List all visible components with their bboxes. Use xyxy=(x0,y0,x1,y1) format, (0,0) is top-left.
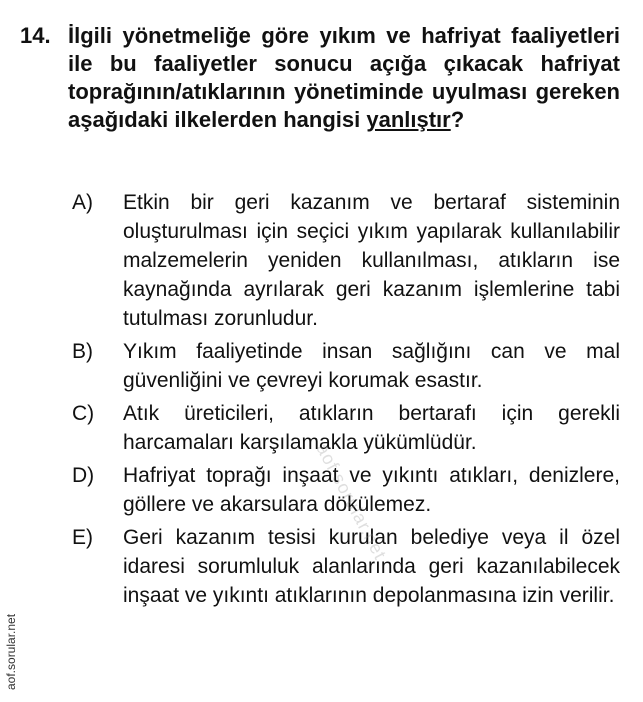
question-emphasis: yanlıştır xyxy=(366,107,451,132)
diagonal-watermark: aof.sorular.net xyxy=(312,440,391,564)
question-text-main: İlgili yönetmeliğe göre yıkım ve hafriyat faaliyetleri ile bu faaliyetler sonucu açığa çıkacak hafriyat toprağının/atıklarının yönetiminde uyulması gereken aşağıdaki ilkelerden hangisi xyxy=(68,23,620,132)
option-b[interactable] xyxy=(72,337,620,395)
option-e[interactable] xyxy=(72,523,620,610)
option-text: Hafriyat toprağı inşaat ve yıkıntı atıkları, denizlere, göllere ve akarsulara dökülemez. xyxy=(123,464,620,516)
option-text: Geri kazanım tesisi kurulan belediye veya il özel idaresi sorumluluk alanlarında geri kazanılabilecek inşaat ve yıkıntı atıklarının depolanmasına izin verilir. xyxy=(123,526,620,607)
option-c[interactable] xyxy=(72,399,620,457)
option-text: Yıkım faaliyetinde insan sağlığını can ve mal güvenliğini ve çevreyi korumak esastır. xyxy=(123,340,620,392)
option-letter: A) xyxy=(72,191,93,214)
question-number: 14. xyxy=(20,23,51,48)
option-text: Etkin bir geri kazanım ve bertaraf sisteminin oluşturulması için seçici yıkım yapılarak kullanılabilir malzemelerin yeniden kullanılması, atıkların ise kaynağında ayrılarak geri kazanım işlemlerine tabi tutulması zorunludur. xyxy=(123,191,620,330)
option-letter: D) xyxy=(72,464,95,487)
option-letter: B) xyxy=(72,340,93,363)
option-letter: E) xyxy=(72,526,93,549)
option-a[interactable] xyxy=(72,188,620,333)
question-text-end: ? xyxy=(450,107,465,132)
option-text: Atık üreticileri, atıkların bertarafı için gerekli harcamaları karşılamakla yükümlüdür. xyxy=(123,402,620,454)
answer-options xyxy=(72,188,620,614)
side-watermark: aof.sorular.net xyxy=(4,613,18,690)
question-text xyxy=(68,22,620,134)
option-letter: C) xyxy=(72,402,95,425)
